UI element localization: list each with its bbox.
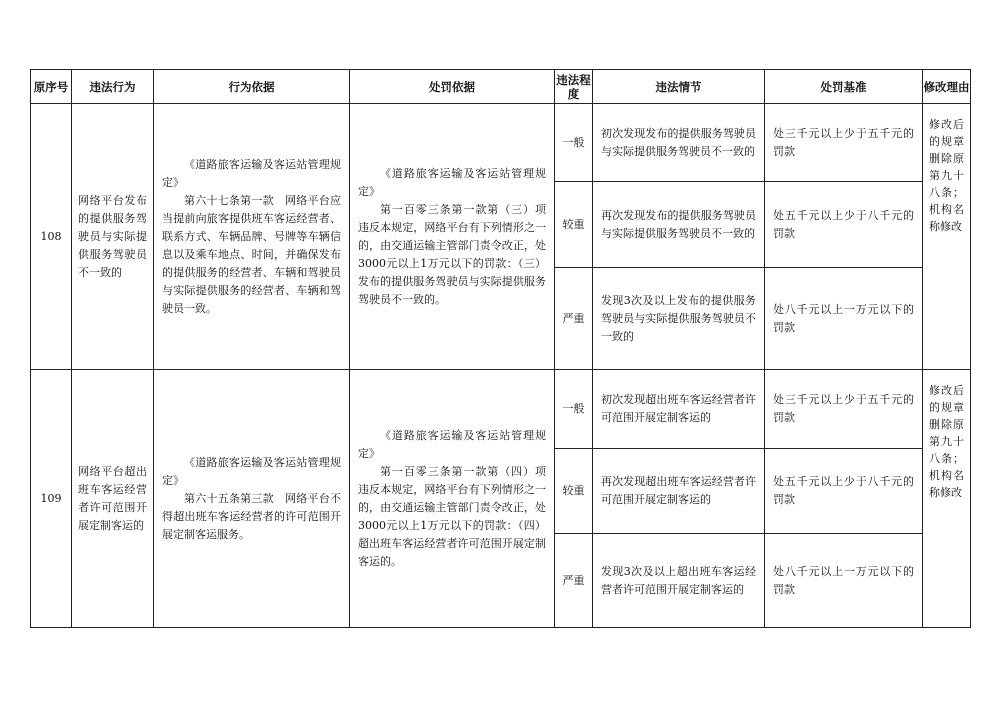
behavior-basis-regulation: 《道路旅客运输及客运站管理规定》 xyxy=(162,455,341,487)
penalty-basis-cell xyxy=(350,104,555,370)
degree-cell: 严重 xyxy=(555,534,593,628)
degree-cell: 较重 xyxy=(555,449,593,534)
table-row xyxy=(31,104,971,182)
standard-cell: 处八千元以上一万元以下的罚款 xyxy=(765,534,923,628)
penalty-basis-article: 第一百零三条第一款第（四）项 违反本规定，网络平台有下列情形之一的，由交通运输主管部门责令改正，处3000元以上1万元以下的罚款：（四）超出班车客运经营者许可范围开展定制客运的。 xyxy=(358,464,557,568)
table-header xyxy=(31,70,971,104)
violation-cell: 网络平台超出班车客运经营者许可范围开展定制客运的 xyxy=(72,370,154,628)
degree-cell: 较重 xyxy=(555,182,593,268)
penalty-basis-regulation: 《道路旅客运输及客运站管理规定》 xyxy=(358,428,546,460)
header-standard: 处罚基准 xyxy=(765,70,923,104)
reason-cell: 修改后的规章删除原第九十八条；机构名称修改 xyxy=(923,370,971,628)
seq-cell: 108 xyxy=(31,104,72,370)
penalty-basis-cell xyxy=(350,370,555,628)
standard-cell: 处八千元以上一万元以下的罚款 xyxy=(765,268,923,370)
standard-cell: 处三千元以上少于五千元的罚款 xyxy=(765,370,923,449)
degree-cell: 一般 xyxy=(555,370,593,449)
penalty-standards-table xyxy=(30,69,971,628)
behavior-basis-cell xyxy=(154,370,350,628)
table-row xyxy=(31,370,971,449)
header-violation: 违法行为 xyxy=(72,70,154,104)
standard-cell: 处五千元以上少于八千元的罚款 xyxy=(765,182,923,268)
standard-cell: 处三千元以上少于五千元的罚款 xyxy=(765,104,923,182)
penalty-basis-article: 第一百零三条第一款第（三）项 违反本规定，网络平台有下列情形之一的，由交通运输主管部门责令改正，处3000元以上1万元以下的罚款：（三）发布的提供服务驾驶员与实际提供服务驾驶员不一致的。 xyxy=(358,202,557,306)
behavior-basis-regulation: 《道路旅客运输及客运站管理规定》 xyxy=(162,157,341,189)
behavior-basis-article: 第六十七条第一款 网络平台应当提前向旅客提供班车客运经营者、联系方式、车辆品牌、号牌等车辆信息以及乘车地点、时间，并确保发布的提供服务的经营者、车辆和驾驶员与实际提供服务的经营者、车辆和驾驶员一致。 xyxy=(162,193,341,315)
standard-cell: 处五千元以上少于八千元的罚款 xyxy=(765,449,923,534)
reason-cell: 修改后的规章删除原第九十八条；机构名称修改 xyxy=(923,104,971,370)
circumstance-cell: 发现3次及以上发布的提供服务驾驶员与实际提供服务驾驶员不一致的 xyxy=(593,268,765,370)
degree-cell: 一般 xyxy=(555,104,593,182)
header-degree: 违法程度 xyxy=(555,70,593,104)
circumstance-cell: 初次发现发布的提供服务驾驶员与实际提供服务驾驶员不一致的 xyxy=(593,104,765,182)
circumstance-cell: 再次发现发布的提供服务驾驶员与实际提供服务驾驶员不一致的 xyxy=(593,182,765,268)
penalty-basis-regulation: 《道路旅客运输及客运站管理规定》 xyxy=(358,166,546,198)
violation-cell: 网络平台发布的提供服务驾驶员与实际提供服务驾驶员不一致的 xyxy=(72,104,154,370)
seq-cell: 109 xyxy=(31,370,72,628)
header-circumstance: 违法情节 xyxy=(593,70,765,104)
behavior-basis-article: 第六十五条第三款 网络平台不得超出班车客运经营者的许可范围开展定制客运服务。 xyxy=(162,491,341,541)
circumstance-cell: 初次发现超出班车客运经营者许可范围开展定制客运的 xyxy=(593,370,765,449)
circumstance-cell: 发现3次及以上超出班车客运经营者许可范围开展定制客运的 xyxy=(593,534,765,628)
header-reason: 修改理由 xyxy=(923,70,971,104)
degree-cell: 严重 xyxy=(555,268,593,370)
header-penalty-basis: 处罚依据 xyxy=(350,70,555,104)
circumstance-cell: 再次发现超出班车客运经营者许可范围开展定制客运的 xyxy=(593,449,765,534)
header-behavior-basis: 行为依据 xyxy=(154,70,350,104)
behavior-basis-cell xyxy=(154,104,350,370)
header-seq: 原序号 xyxy=(31,70,72,104)
